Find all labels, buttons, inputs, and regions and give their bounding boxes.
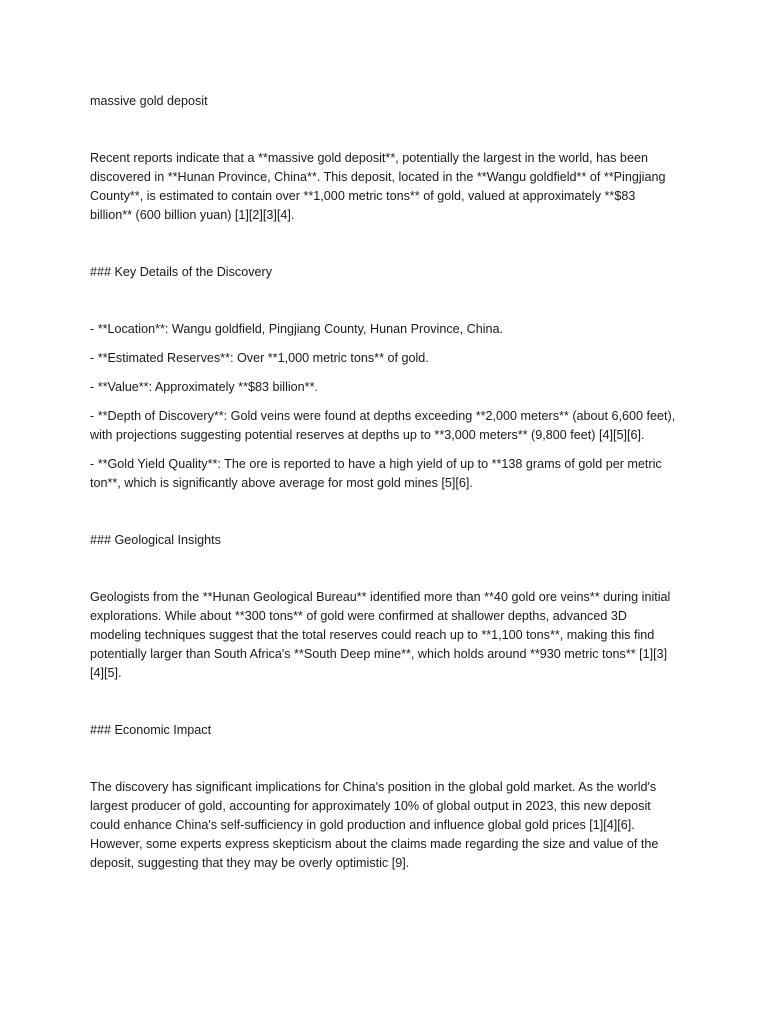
intro-paragraph: Recent reports indicate that a **massive gold deposit**, potentially the largest in the world, has been discovered in **Hunan Province, China**. This deposit, located in the **Wangu goldfield** of **Pingjiang County**, is estimated to contain over **1,000 metric tons** of gold, valued at approximately **$83 billion** (600 billion yuan) [1][2][3][4]. bbox=[90, 151, 666, 222]
list-item: - **Gold Yield Quality**: The ore is reported to have a high yield of up to **138 grams of gold per metric ton**, which is significantly above average for most gold mines [5][6]. bbox=[90, 457, 662, 490]
document-title: massive gold deposit bbox=[90, 94, 208, 108]
list-item: - **Location**: Wangu goldfield, Pingjiang County, Hunan Province, China. bbox=[90, 322, 504, 336]
economic-paragraph: The discovery has significant implications for China's position in the global gold market. As the world's largest producer of gold, accounting for approximately 10% of global output in 2023, this new deposit could enhance China's self-sufficiency in gold production and influence global gold prices [1][4][6]. However, some experts express skepticism about the claims made regarding the size and value of the deposit, suggesting that they may be overly optimistic [9]. bbox=[90, 780, 659, 870]
key-details-list bbox=[90, 320, 678, 493]
geological-heading: ### Geological Insights bbox=[90, 533, 221, 547]
list-item: - **Value**: Approximately **$83 billion**. bbox=[90, 380, 318, 394]
list-item: - **Estimated Reserves**: Over **1,000 metric tons** of gold. bbox=[90, 351, 429, 365]
geological-paragraph: Geologists from the **Hunan Geological Bureau** identified more than **40 gold ore veins** during initial explorations. While about **300 tons** of gold were confirmed at shallower depths, advanced 3D modeling techniques suggest that the total reserves could reach up to **1,100 tons**, making this find potentially larger than South Africa's **South Deep mine**, which holds around **930 metric tons** [1][3][4][5]. bbox=[90, 590, 671, 680]
list-item: - **Depth of Discovery**: Gold veins were found at depths exceeding **2,000 meters** (about 6,600 feet), with projections suggesting potential reserves at depths up to **3,000 meters** (9,800 feet) [4][5][6]. bbox=[90, 409, 676, 442]
economic-heading: ### Economic Impact bbox=[90, 723, 212, 737]
key-details-heading: ### Key Details of the Discovery bbox=[90, 265, 272, 279]
